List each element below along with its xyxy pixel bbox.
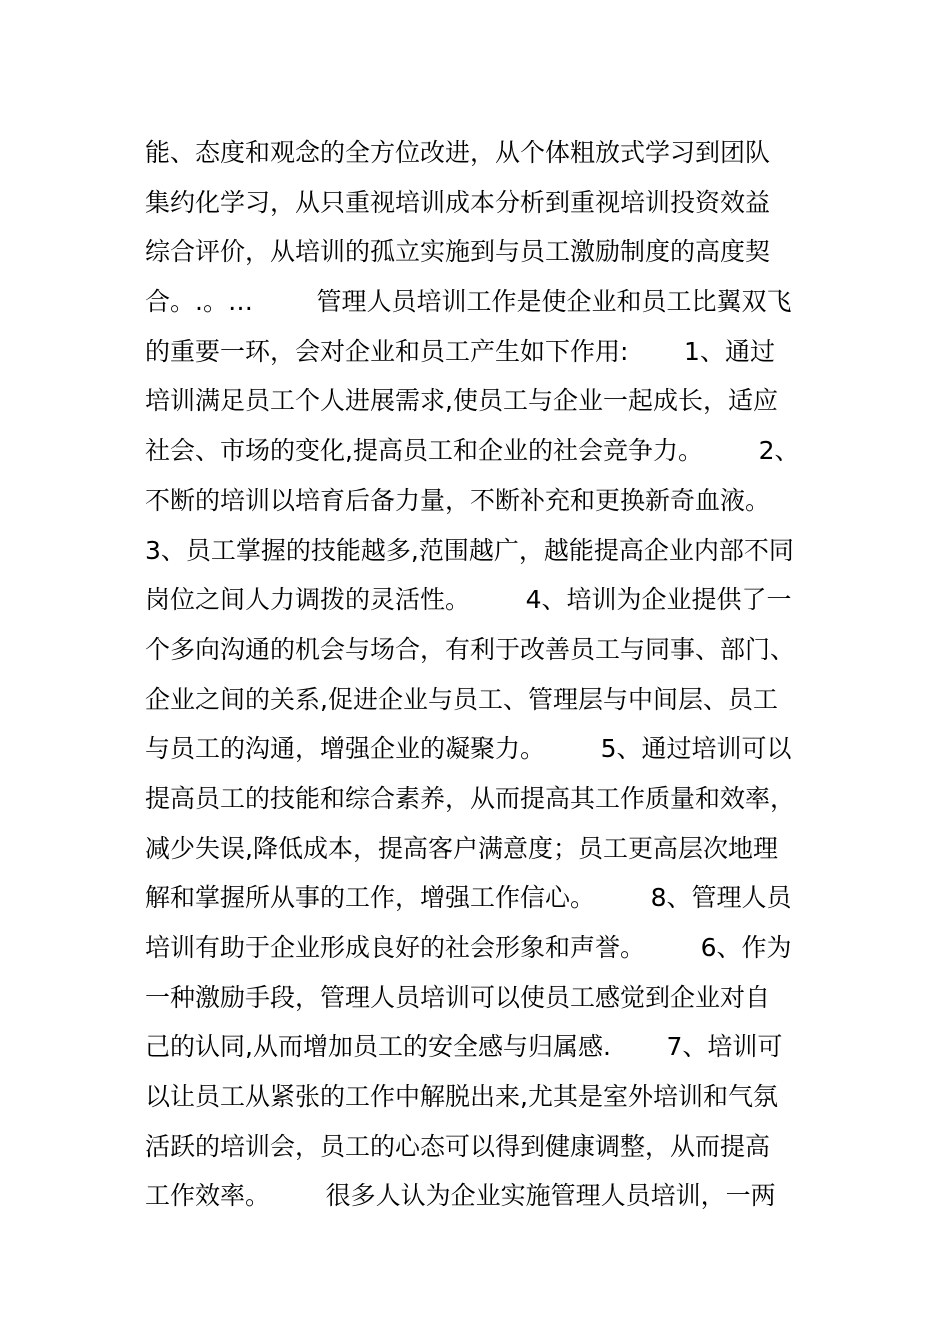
text-line-19: 己的认同,从而增加员工的安全感与归属感. 7、培训可 xyxy=(145,1032,783,1062)
text-line-8: 不断的培训以培育后备力量，不断补充和更换新奇血液。 xyxy=(145,485,771,515)
text-line-11: 个多向沟通的机会与场合，有利于改善员工与同事、部门、 xyxy=(145,634,796,664)
text-line-4: 合。.。… 管理人员培训工作是使企业和员工比翼双飞 xyxy=(145,287,792,317)
text-line-14: 提高员工的技能和综合素养，从而提高其工作质量和效率， xyxy=(145,783,796,813)
text-line-7: 社会、市场的变化,提高员工和企业的社会竞争力。 2、 xyxy=(145,436,800,466)
text-line-21: 活跃的培训会，员工的心态可以得到健康调整，从而提高 xyxy=(145,1131,771,1161)
text-line-1: 能、态度和观念的全方位改进，从个体粗放式学习到团队 xyxy=(145,138,771,167)
text-line-10: 岗位之间人力调拨的灵活性。 4、培训为企业提供了一 xyxy=(145,585,792,615)
text-line-5: 的重要一环，会对企业和员工产生如下作用: 1、通过 xyxy=(145,336,775,366)
text-line-3: 综合评价，从培训的孤立实施到与员工激励制度的高度契 xyxy=(145,237,771,267)
text-line-20: 以让员工从紧张的工作中解脱出来,尤其是室外培训和气氛 xyxy=(145,1082,778,1112)
text-line-18: 一种激励手段，管理人员培训可以使员工感觉到企业对自 xyxy=(145,982,771,1012)
body-paragraph xyxy=(145,128,815,1221)
text-line-12: 企业之间的关系,促进企业与员工、管理层与中间层、员工 xyxy=(145,684,778,714)
text-line-16: 解和掌握所从事的工作，增强工作信心。 8、管理人员 xyxy=(145,883,792,913)
text-line-2: 集约化学习，从只重视培训成本分析到重视培训投资效益 xyxy=(145,187,771,217)
text-line-9: 3、员工掌握的技能越多,范围越广，越能提高企业内部不同 xyxy=(145,535,794,565)
text-line-6: 培训满足员工个人进展需求,使员工与企业一起成长，适应 xyxy=(145,386,778,416)
text-line-13: 与员工的沟通，增强企业的凝聚力。 5、通过培训可以 xyxy=(145,734,792,764)
text-line-15: 减少失误,降低成本，提高客户满意度；员工更高层次地理 xyxy=(145,833,778,863)
text-line-22: 工作效率。 很多人认为企业实施管理人员培训，一两 xyxy=(145,1181,776,1211)
text-line-17: 培训有助于企业形成良好的社会形象和声誉。 6、作为 xyxy=(145,933,792,962)
